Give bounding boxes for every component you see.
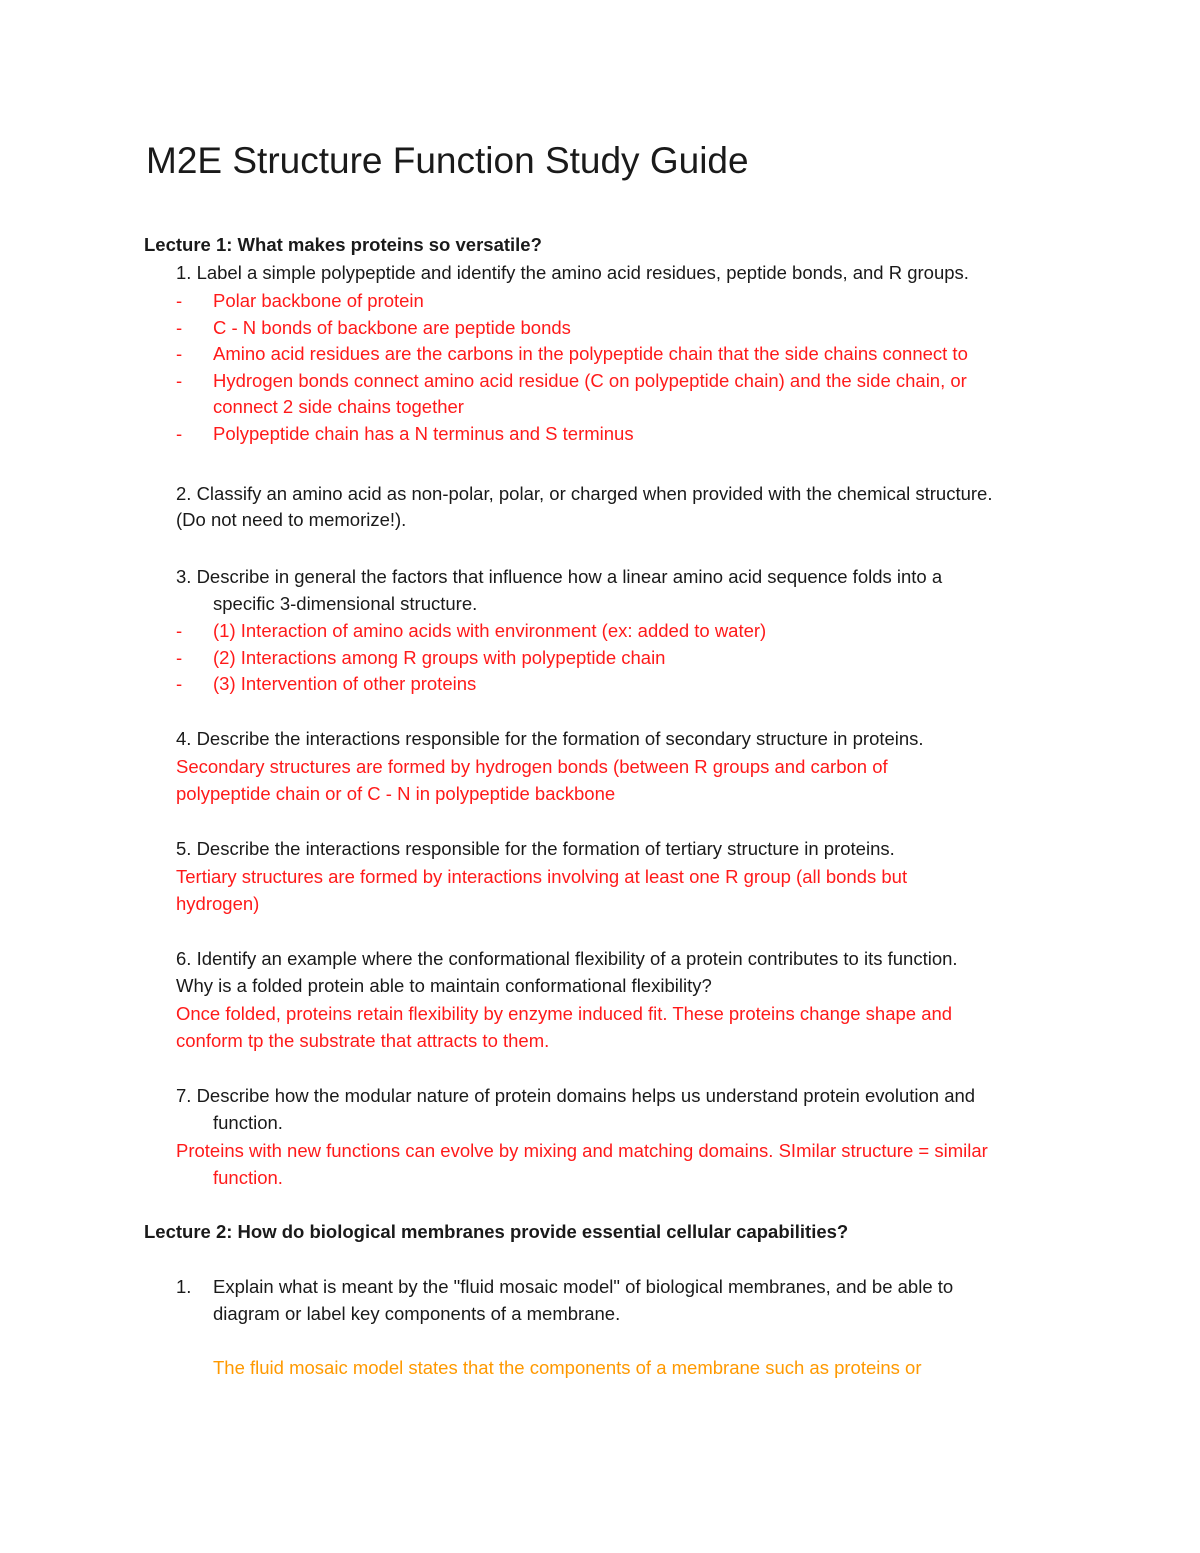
answer-1-3-bullet-2: (2) Interactions among R groups with polypeptide chain: [213, 647, 666, 668]
answer-1-1-bullet-1: Polar backbone of protein: [213, 290, 424, 311]
question-1-3: 3. Describe in general the factors that influence how a linear amino acid sequence folds into a: [176, 566, 943, 587]
answer-1-1-bullet-2: C - N bonds of backbone are peptide bonds: [213, 317, 571, 338]
answer-1-7-line-1: Proteins with new functions can evolve by mixing and matching domains. SImilar structure = similar: [176, 1140, 988, 1161]
question-1-1: 1. Label a simple polypeptide and identify the amino acid residues, peptide bonds, and R groups.: [176, 262, 969, 283]
answer-1-3-bullet-1: (1) Interaction of amino acids with environment (ex: added to water): [213, 620, 767, 641]
question-2-1-number: 1.: [176, 1276, 192, 1297]
question-1-6: 6. Identify an example where the conformational flexibility of a protein contributes to its function.: [176, 948, 958, 969]
lecture-1-heading: Lecture 1: What makes proteins so versatile?: [144, 234, 542, 255]
question-1-4: 4. Describe the interactions responsible for the formation of secondary structure in proteins.: [176, 728, 924, 749]
answer-1-1-bullet-4-cont: connect 2 side chains together: [213, 396, 464, 417]
answer-1-3-bullet-3: (3) Intervention of other proteins: [213, 673, 477, 694]
bullet-dash: -: [176, 290, 183, 311]
bullet-dash: -: [176, 370, 183, 391]
question-1-2: 2. Classify an amino acid as non-polar, polar, or charged when provided with the chemical structure.: [176, 483, 993, 504]
answer-1-7-line-2: function.: [213, 1167, 283, 1188]
question-1-7-cont: function.: [213, 1112, 283, 1133]
answer-1-1-bullet-5: Polypeptide chain has a N terminus and S terminus: [213, 423, 634, 444]
answer-1-1-bullet-3: Amino acid residues are the carbons in the polypeptide chain that the side chains connect to: [213, 343, 968, 364]
question-1-7: 7. Describe how the modular nature of protein domains helps us understand protein evolution and: [176, 1085, 976, 1106]
question-2-1-cont: diagram or label key components of a membrane.: [213, 1303, 621, 1324]
bullet-dash: -: [176, 620, 183, 641]
bullet-dash: -: [176, 647, 183, 668]
question-1-3-cont: specific 3-dimensional structure.: [213, 593, 478, 614]
answer-1-4-line-2: polypeptide chain or of C - N in polypeptide backbone: [176, 783, 616, 804]
question-2-1: Explain what is meant by the "fluid mosaic model" of biological membranes, and be able to: [213, 1276, 954, 1297]
question-1-5: 5. Describe the interactions responsible for the formation of tertiary structure in proteins.: [176, 838, 895, 859]
answer-1-1-bullet-4: Hydrogen bonds connect amino acid residue (C on polypeptide chain) and the side chain, or: [213, 370, 967, 391]
question-1-2-cont: (Do not need to memorize!).: [176, 509, 407, 530]
bullet-dash: -: [176, 423, 183, 444]
question-1-6-cont: Why is a folded protein able to maintain conformational flexibility?: [176, 975, 712, 996]
answer-1-5-line-2: hydrogen): [176, 893, 260, 914]
bullet-dash: -: [176, 317, 183, 338]
bullet-dash: -: [176, 673, 183, 694]
answer-2-1-line-1: The fluid mosaic model states that the components of a membrane such as proteins or: [213, 1357, 922, 1378]
lecture-2-heading: Lecture 2: How do biological membranes provide essential cellular capabilities?: [144, 1221, 849, 1242]
answer-1-6-line-2: conform tp the substrate that attracts to them.: [176, 1030, 550, 1051]
page-title: M2E Structure Function Study Guide: [146, 140, 749, 181]
answer-1-5-line-1: Tertiary structures are formed by interactions involving at least one R group (all bonds but: [176, 866, 908, 887]
bullet-dash: -: [176, 343, 183, 364]
answer-1-6-line-1: Once folded, proteins retain flexibility by enzyme induced fit. These proteins change shape and: [176, 1003, 953, 1024]
answer-1-4-line-1: Secondary structures are formed by hydrogen bonds (between R groups and carbon of: [176, 756, 888, 777]
